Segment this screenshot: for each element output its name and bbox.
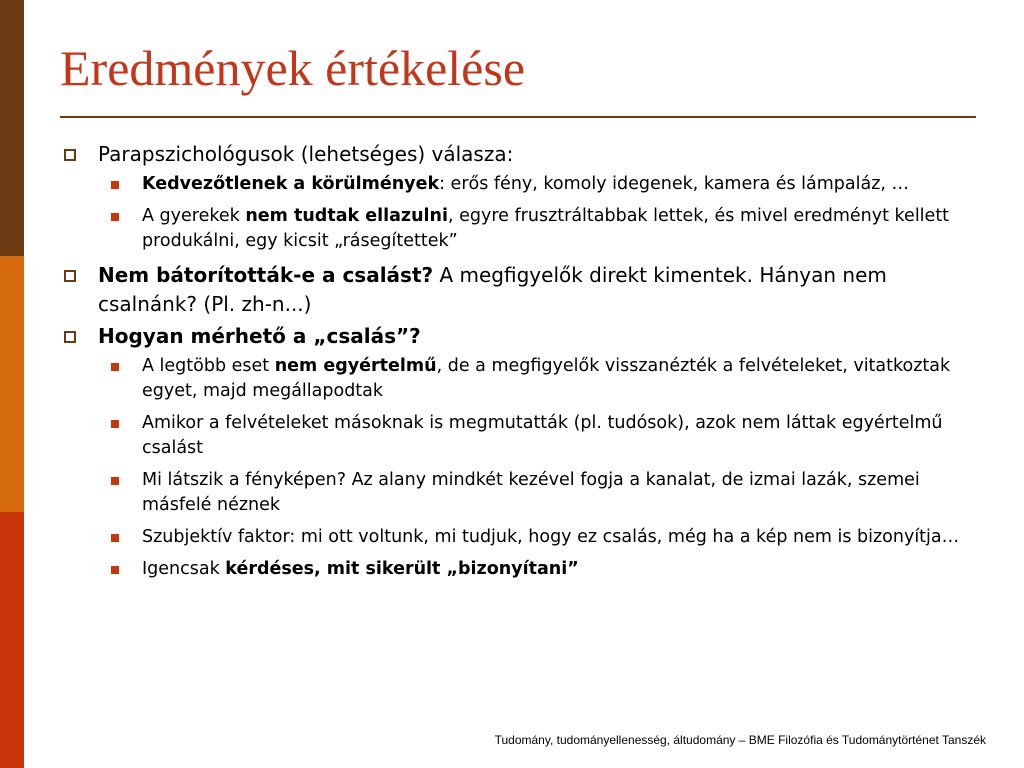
bullet-text: Parapszichológusok (lehetséges) válasza: (98, 142, 514, 166)
sub-bullet-text: : erős fény, komoly idegenek, kamera és lámpaláz, … (439, 174, 910, 194)
filled-square-bullet-icon (111, 477, 119, 485)
sub-bullet-bold: nem tudtak ellazulni (245, 206, 449, 226)
left-stripe-top (0, 0, 24, 256)
sub-bullet-bold: kérdéses, mit sikerült „bizonyítani” (225, 559, 579, 579)
slide-footer: Tudomány, tudományellenesség, áltudomány – BME Filozófia és Tudománytörténet Tanszék (494, 733, 986, 747)
slide-content (60, 140, 990, 589)
sub-bullet-text-pre: A legtöbb eset (142, 356, 275, 376)
hollow-square-bullet-icon (64, 331, 76, 343)
title-underline (60, 116, 976, 118)
sub-bullet-item (98, 172, 990, 197)
sub-bullet-bold: nem egyértelmű (274, 356, 437, 376)
bullet-bold: Hogyan mérhető a „csalás”? (98, 324, 421, 348)
left-stripe-middle (0, 256, 24, 512)
sub-bullet-item (98, 468, 990, 518)
sub-bullet-item (98, 557, 990, 582)
filled-square-bullet-icon (111, 181, 119, 189)
sub-bullet-text: Szubjektív faktor: mi ott voltunk, mi tudjuk, hogy ez csalás, még ha a kép nem is bizonyítja… (142, 527, 960, 547)
filled-square-bullet-icon (111, 363, 119, 371)
left-stripe-bottom (0, 512, 24, 768)
sub-bullet-item (98, 204, 990, 254)
bullet-item (60, 322, 990, 351)
bullet-item (60, 140, 990, 169)
slide-title: Eredmények értékelése (60, 40, 526, 96)
sub-bullet-text-pre: Igencsak (142, 559, 226, 579)
bullet-item (60, 261, 990, 319)
filled-square-bullet-icon (111, 534, 119, 542)
hollow-square-bullet-icon (64, 270, 76, 282)
filled-square-bullet-icon (111, 566, 119, 574)
sub-bullet-text: Mi látszik a fényképen? Az alany mindkét kezével fogja a kanalat, de izmai lazák, szemei másfelé néznek (142, 470, 920, 515)
sub-bullet-item (98, 525, 990, 550)
sub-bullet-item (98, 411, 990, 461)
bullet-text: A megfigyelők direkt kimentek. Hányan nem csalnánk? (Pl. zh-n...) (98, 263, 887, 316)
sub-bullet-bold: Kedvezőtlenek a körülmények (142, 174, 440, 194)
sub-bullet-item (98, 354, 990, 404)
bullet-bold: Nem bátorították-e a csalást? (98, 263, 434, 287)
sub-bullet-text: , egyre frusztráltabbak lettek, és mivel eredményt kellett produkálni, egy kicsit „rásegítettek” (142, 206, 950, 251)
sub-bullet-text: , de a megfigyelők visszanézték a felvételeket, vitatkoztak egyet, majd megállapodtak (142, 356, 951, 401)
sub-bullet-text-pre: A gyerekek (142, 206, 246, 226)
filled-square-bullet-icon (111, 213, 119, 221)
filled-square-bullet-icon (111, 420, 119, 428)
sub-bullet-text: Amikor a felvételeket másoknak is megmutatták (pl. tudósok), azok nem láttak egyértelmű csalást (142, 413, 943, 458)
hollow-square-bullet-icon (64, 149, 76, 161)
